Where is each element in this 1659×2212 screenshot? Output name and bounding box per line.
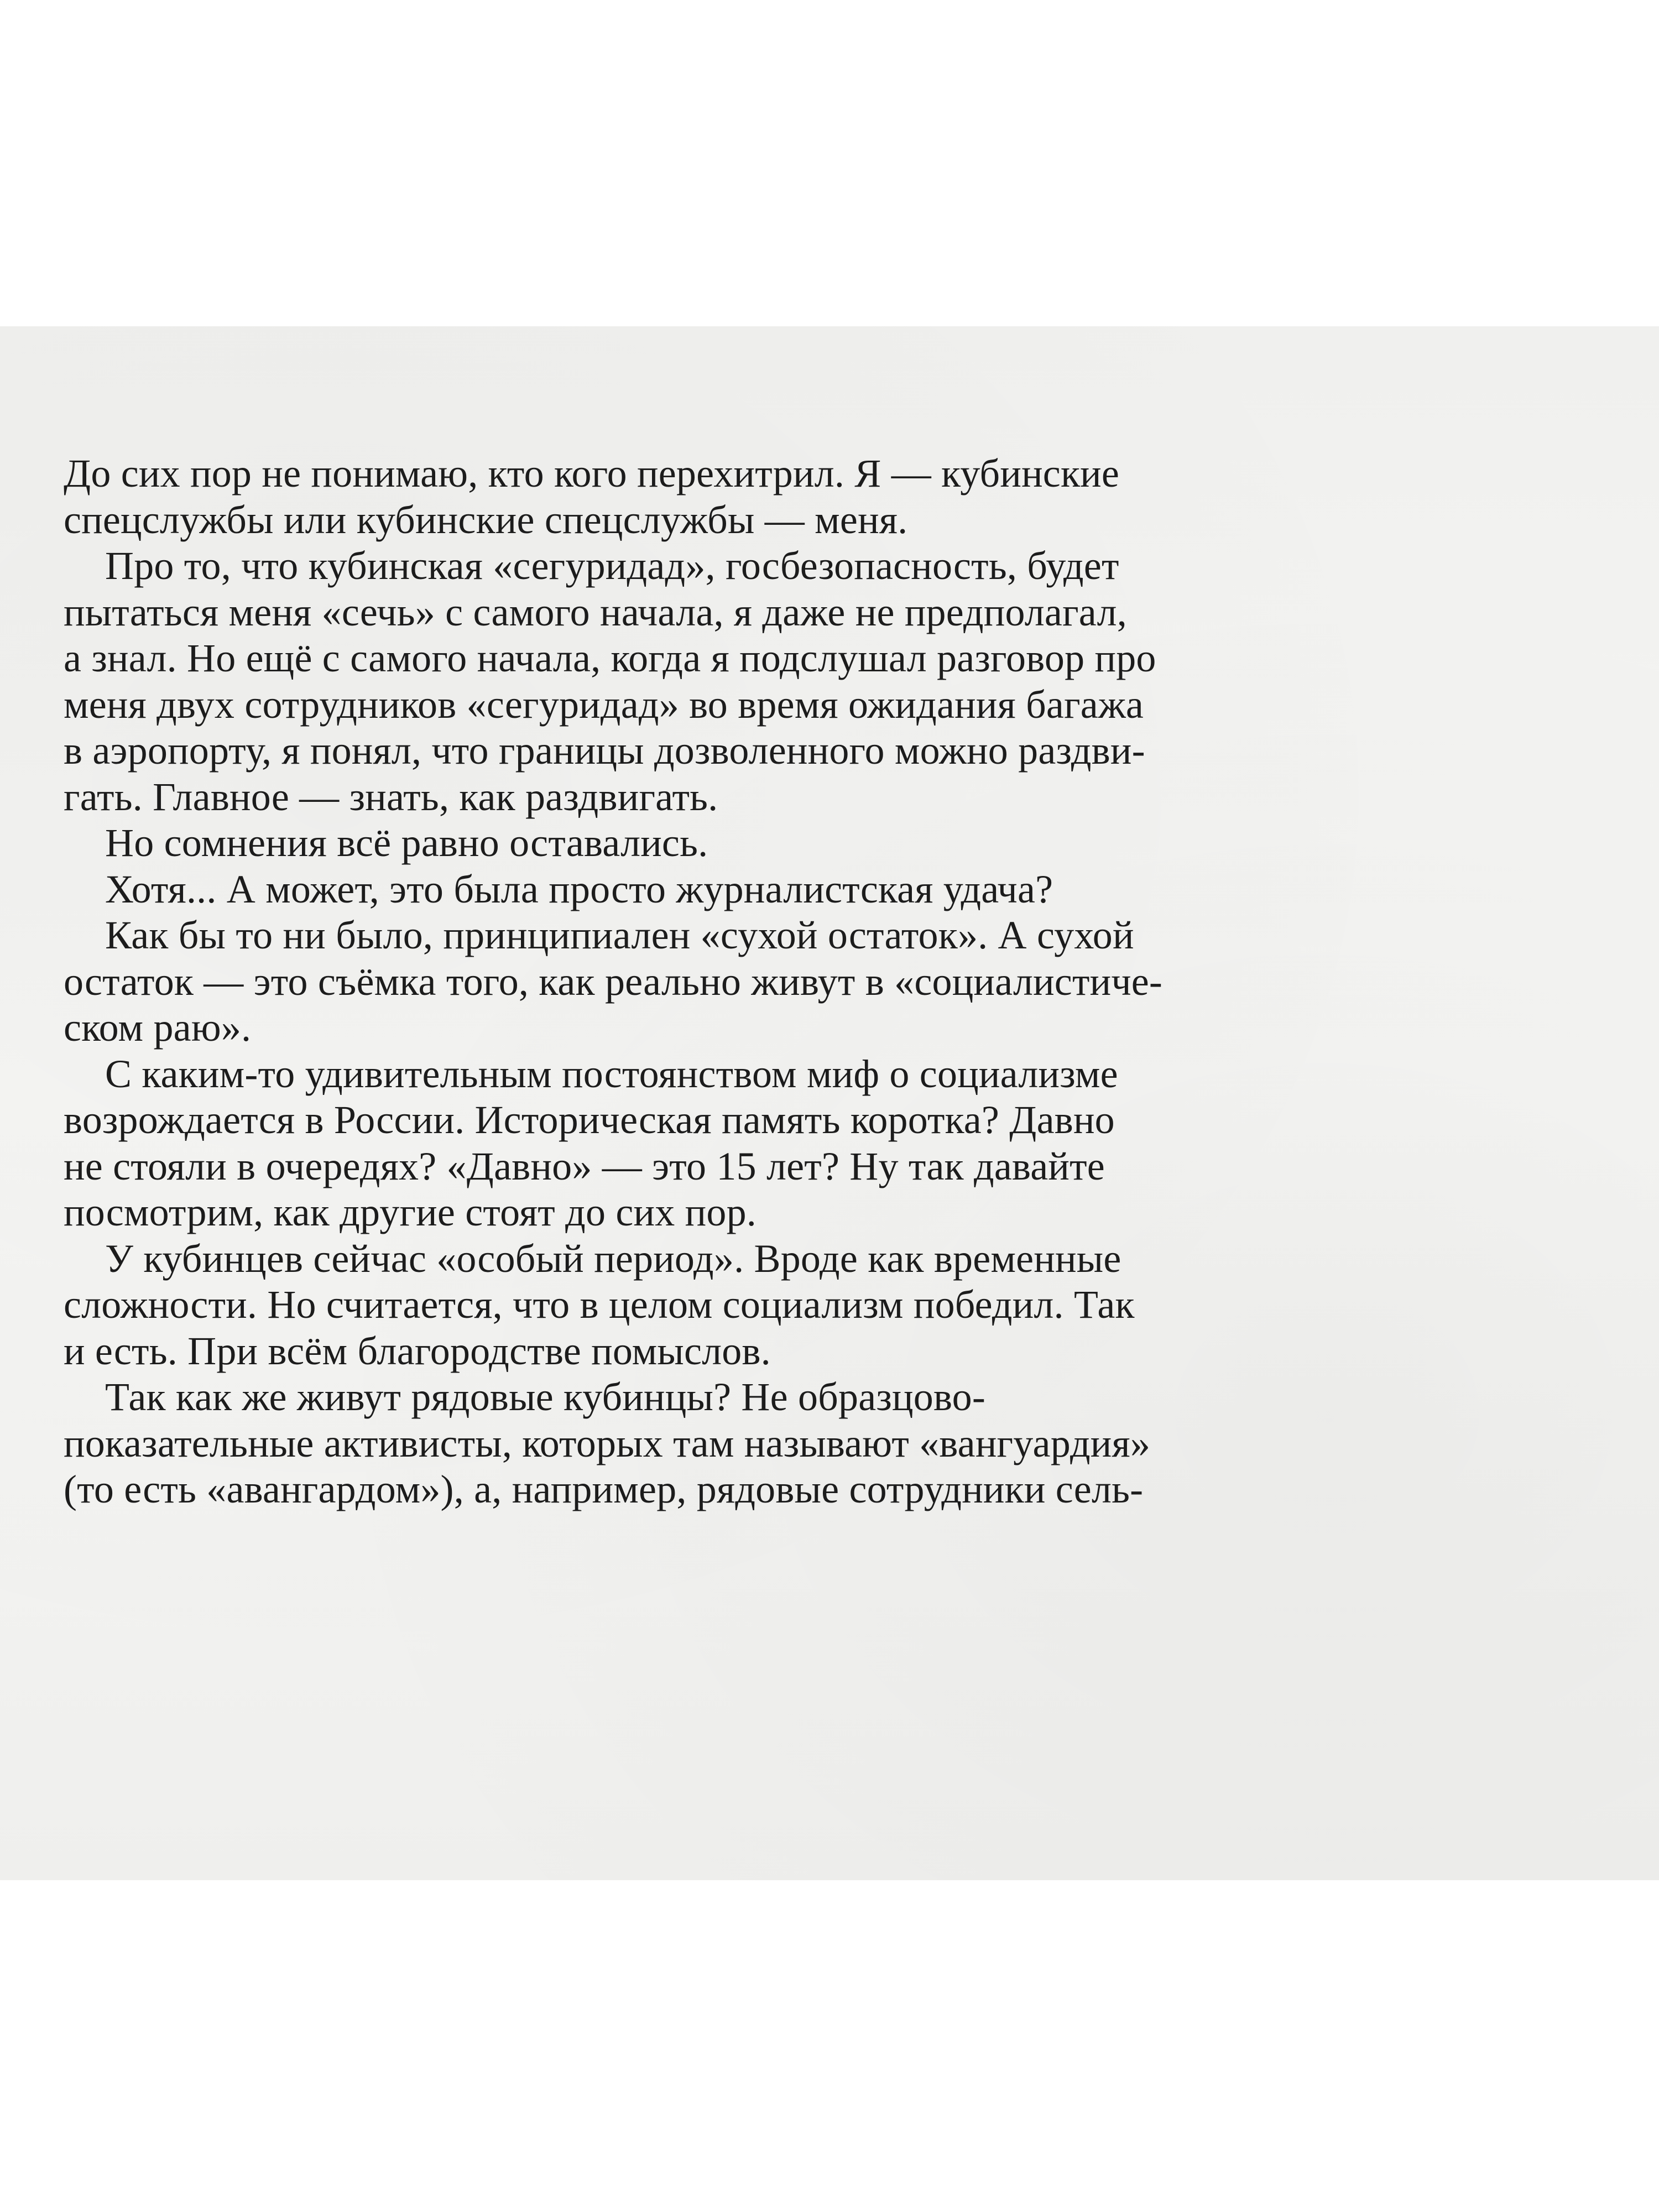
text-line: С каким-то удивительным постоянством миф о социализме [105, 1051, 1118, 1096]
text-line: возрождается в России. Историческая память коротка? Давно [64, 1098, 1115, 1142]
text-line: меня двух сотрудников «сегуридад» во время ожидания багажа [64, 682, 1144, 727]
text-line: гать. Главное — знать, как раздвигать. [64, 774, 718, 819]
body-text [64, 451, 1590, 1513]
text-line: Про то, что кубинская «сегуридад», госбезопасность, будет [105, 544, 1119, 588]
text-line: До сих пор не понимаю, кто кого перехитрил. Я — кубинские [64, 451, 1120, 495]
text-line: в аэропорту, я понял, что границы дозволенного можно раздви- [64, 728, 1145, 773]
text-line: посмотрим, как другие стоят до сих пор. [64, 1190, 757, 1234]
text-line: Но сомнения всё равно оставались. [105, 821, 708, 865]
text-line: пытаться меня «сечь» с самого начала, я даже не предполагал, [64, 589, 1127, 634]
text-line: а знал. Но ещё с самого начала, когда я подслушал разговор про [64, 636, 1156, 680]
text-line: Так как же живут рядовые кубинцы? Не образцово- [105, 1375, 986, 1419]
text-line: У кубинцев сейчас «особый период». Вроде как временные [105, 1236, 1121, 1281]
text-line: (то есть «авангардом»), а, например, рядовые сотрудники сель- [64, 1467, 1144, 1511]
text-line: сложности. Но считается, что в целом социализм победил. Так [64, 1282, 1135, 1327]
text-line: спецслужбы или кубинские спецслужбы — меня. [64, 497, 908, 542]
text-line: Хотя... А может, это была просто журналистская удача? [105, 867, 1053, 911]
text-line: показательные активисты, которых там называют «вангуардия» [64, 1421, 1151, 1465]
text-line: не стояли в очередях? «Давно» — это 15 лет? Ну так давайте [64, 1144, 1105, 1188]
text-line: Как бы то ни было, принципиален «сухой остаток». А сухой [105, 913, 1134, 957]
text-line: остаток — это съёмка того, как реально живут в «социалистиче- [64, 959, 1163, 1004]
text-line: ском раю». [64, 1005, 252, 1050]
text-line: и есть. При всём благородстве помыслов. [64, 1328, 771, 1373]
